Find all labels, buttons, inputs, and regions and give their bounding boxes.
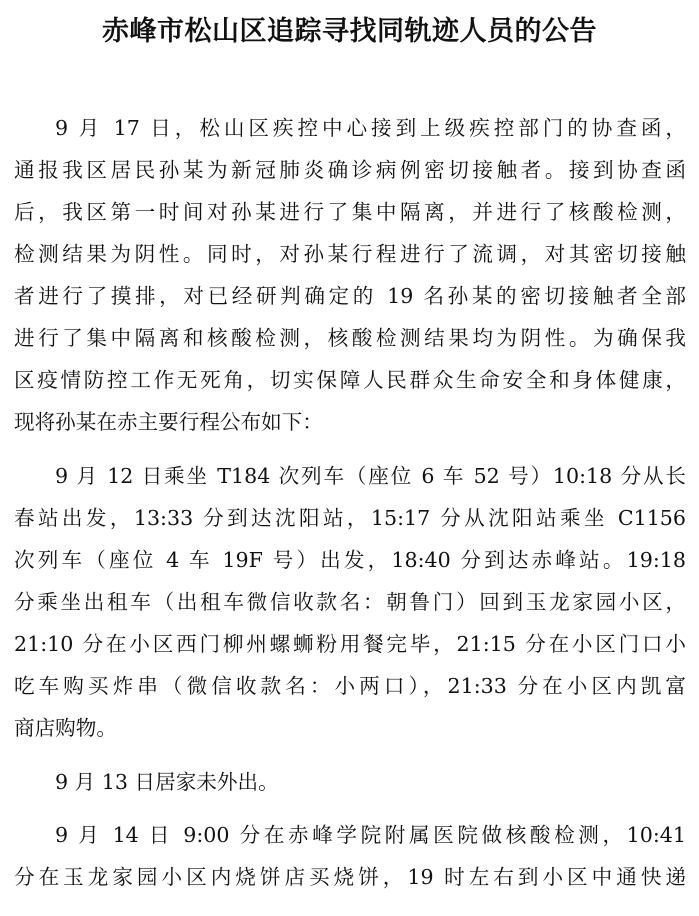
- paragraph-line: 春站出发，13:33 分到达沈阳站，15:17 分从沈阳站乘坐 C1156: [14, 506, 686, 530]
- paragraph-line: 区疫情防控工作无死角，切实保障人民群众生命安全和身体健康，: [14, 368, 686, 392]
- paragraph-line: 9 月 17 日，松山区疾控中心接到上级疾控部门的协查函，: [55, 116, 686, 140]
- paragraph-line: 21:10 分在小区西门柳州螺蛳粉用餐完毕，21:15 分在小区门口小: [14, 632, 686, 656]
- paragraph-line: 商店购物。: [14, 716, 117, 740]
- paragraph-line: 分乘坐出租车（出租车微信收款名：朝鲁门）回到玉龙家园小区，: [14, 590, 686, 614]
- paragraph-line: 检测结果为阴性。同时，对孙某行程进行了流调，对其密切接触: [14, 242, 686, 266]
- paragraph-line: 9 月 13 日居家未外出。: [55, 770, 279, 794]
- paragraph-line: 次列车（座位 4 车 19F 号）出发，18:40 分到达赤峰站。19:18: [14, 548, 686, 572]
- paragraph-line: 现将孙某在赤主要行程公布如下：: [14, 410, 323, 434]
- paragraph-line: 9 月 12 日乘坐 T184 次列车（座位 6 车 52 号）10:18 分从长: [55, 464, 686, 488]
- page-title: 赤峰市松山区追踪寻找同轨迹人员的公告: [102, 16, 597, 47]
- paragraph-line: 者进行了摸排，对已经研判确定的 19 名孙某的密切接触者全部: [14, 284, 686, 308]
- paragraph-line: 进行了集中隔离和核酸检测，核酸检测结果均为阴性。为确保我: [14, 326, 686, 350]
- paragraph-line: 吃车购买炸串（微信收款名：小两口），21:33 分在小区内凯富: [14, 674, 686, 698]
- paragraph-line: 9 月 14 日 9:00 分在赤峰学院附属医院做核酸检测，10:41: [55, 823, 686, 847]
- paragraph-line: 通报我区居民孙某为新冠肺炎确诊病例密切接触者。接到协查函: [14, 158, 686, 182]
- paragraph-line: 分在玉龙家园小区内烧饼店买烧饼，19 时左右到小区中通快递: [14, 865, 686, 889]
- paragraph-line: 后，我区第一时间对孙某进行了集中隔离，并进行了核酸检测，: [14, 200, 686, 224]
